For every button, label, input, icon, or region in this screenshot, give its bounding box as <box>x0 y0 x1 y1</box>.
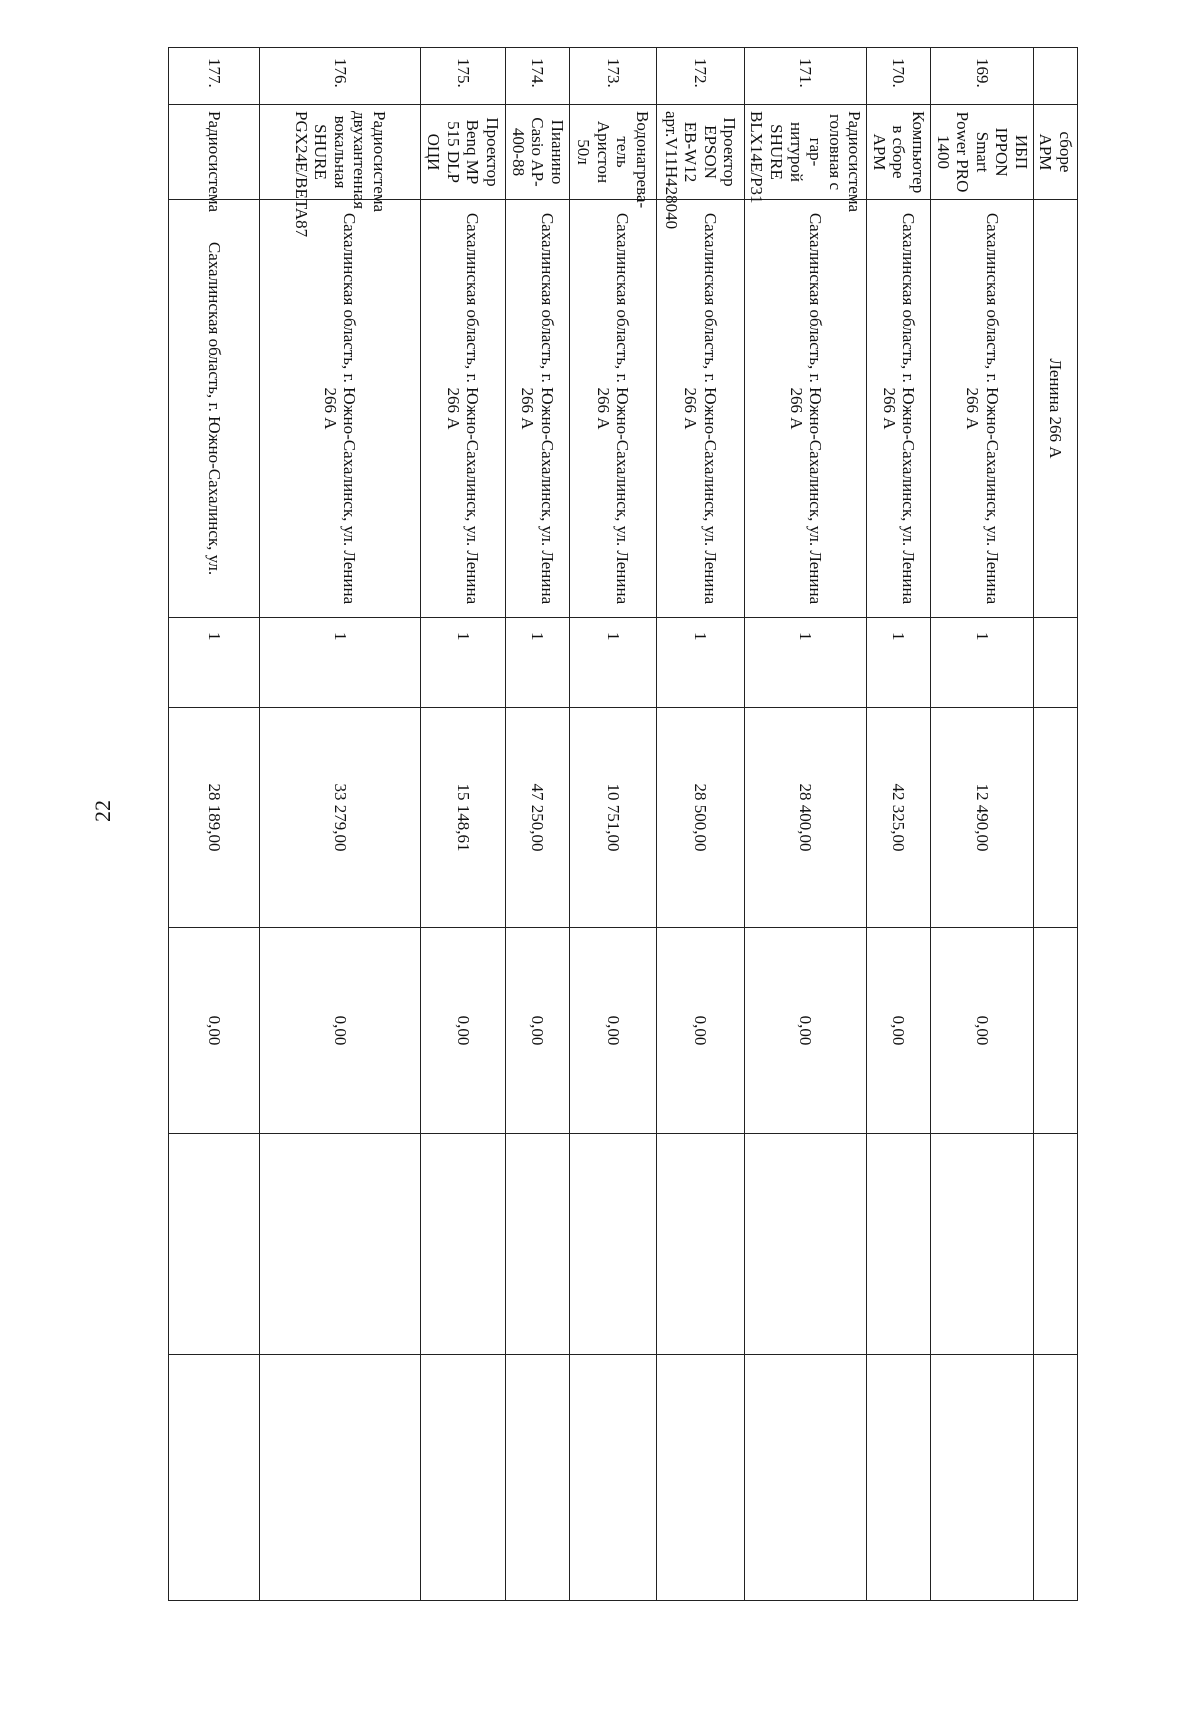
empty-cell <box>931 1134 1034 1355</box>
table-row <box>168 48 259 1601</box>
item-depreciation: 0,00 <box>656 928 744 1134</box>
item-quantity: 1 <box>168 618 259 708</box>
item-quantity: 1 <box>259 618 420 708</box>
empty-cell <box>259 1355 420 1601</box>
page-number: 22 <box>90 800 115 822</box>
row-number <box>1033 48 1077 105</box>
item-depreciation: 0,00 <box>168 928 259 1134</box>
item-address: Сахалинская область, г. Южно-Сахалинск, ул. <box>168 200 259 618</box>
item-depreciation: 0,00 <box>420 928 505 1134</box>
row-number: 177. <box>168 48 259 105</box>
item-balance-value <box>1033 708 1077 928</box>
empty-cell <box>420 1134 505 1355</box>
item-address: Сахалинская область, г. Южно-Сахалинск, ул. Ленина 266 А <box>259 200 420 618</box>
item-depreciation: 0,00 <box>867 928 931 1134</box>
item-address: Ленина 266 А <box>1033 200 1077 618</box>
row-number: 174. <box>505 48 569 105</box>
empty-cell <box>259 1134 420 1355</box>
empty-cell <box>744 1134 866 1355</box>
item-depreciation: 0,00 <box>259 928 420 1134</box>
item-name: Радиосистема <box>168 105 259 200</box>
item-name: Компьютер в сборе АРМ <box>867 105 931 200</box>
item-address: Сахалинская область, г. Южно-Сахалинск, ул. Ленина 266 А <box>656 200 744 618</box>
item-name: Радиосистема двухантенная вокальная SHURE PGX24E/BETA87 <box>259 105 420 200</box>
item-balance-value: 10 751,00 <box>569 708 656 928</box>
row-number: 170. <box>867 48 931 105</box>
empty-cell <box>867 1355 931 1601</box>
item-address: Сахалинская область, г. Южно-Сахалинск, ул. Ленина 266 А <box>420 200 505 618</box>
item-quantity: 1 <box>420 618 505 708</box>
empty-cell <box>569 1355 656 1601</box>
item-balance-value: 15 148,61 <box>420 708 505 928</box>
row-number: 175. <box>420 48 505 105</box>
item-depreciation <box>1033 928 1077 1134</box>
empty-cell <box>656 1134 744 1355</box>
empty-cell <box>505 1134 569 1355</box>
item-balance-value: 12 490,00 <box>931 708 1034 928</box>
item-address: Сахалинская область, г. Южно-Сахалинск, ул. Ленина 266 А <box>867 200 931 618</box>
table-row <box>569 48 656 1601</box>
item-balance-value: 47 250,00 <box>505 708 569 928</box>
item-name: сборе АРМ <box>1033 105 1077 200</box>
item-depreciation: 0,00 <box>505 928 569 1134</box>
empty-cell <box>168 1355 259 1601</box>
table-row <box>259 48 420 1601</box>
item-quantity: 1 <box>744 618 866 708</box>
table-row <box>931 48 1034 1601</box>
item-address: Сахалинская область, г. Южно-Сахалинск, ул. Ленина 266 А <box>931 200 1034 618</box>
table-row <box>505 48 569 1601</box>
table-row <box>1033 48 1077 1601</box>
item-balance-value: 33 279,00 <box>259 708 420 928</box>
item-quantity: 1 <box>867 618 931 708</box>
table-row <box>656 48 744 1601</box>
item-quantity <box>1033 618 1077 708</box>
inventory-table <box>168 47 1078 1601</box>
table-row <box>744 48 866 1601</box>
row-number: 171. <box>744 48 866 105</box>
row-number: 173. <box>569 48 656 105</box>
item-depreciation: 0,00 <box>744 928 866 1134</box>
row-number: 172. <box>656 48 744 105</box>
item-depreciation: 0,00 <box>569 928 656 1134</box>
empty-cell <box>420 1355 505 1601</box>
empty-cell <box>168 1134 259 1355</box>
empty-cell <box>1033 1355 1077 1601</box>
table-row <box>420 48 505 1601</box>
item-balance-value: 28 189,00 <box>168 708 259 928</box>
item-address: Сахалинская область, г. Южно-Сахалинск, ул. Ленина 266 А <box>505 200 569 618</box>
row-number: 169. <box>931 48 1034 105</box>
item-name: Проектор EPSON EB-W12 арт.V11H428040 <box>656 105 744 200</box>
item-name: Радиосистема головная с гар-нитурой SHURE BLX14E/P31 <box>744 105 866 200</box>
item-address: Сахалинская область, г. Южно-Сахалинск, ул. Ленина 266 А <box>569 200 656 618</box>
empty-cell <box>931 1355 1034 1601</box>
table-row <box>867 48 931 1601</box>
empty-cell <box>867 1134 931 1355</box>
item-balance-value: 42 325,00 <box>867 708 931 928</box>
item-quantity: 1 <box>569 618 656 708</box>
empty-cell <box>656 1355 744 1601</box>
empty-cell <box>505 1355 569 1601</box>
item-balance-value: 28 400,00 <box>744 708 866 928</box>
item-name: Водонагрева-тель Аристон 50л <box>569 105 656 200</box>
item-quantity: 1 <box>931 618 1034 708</box>
item-name: ИБП IPPON Smart Power PRO 1400 <box>931 105 1034 200</box>
item-depreciation: 0,00 <box>931 928 1034 1134</box>
inventory-table-rotated <box>192 47 1078 1600</box>
item-address: Сахалинская область, г. Южно-Сахалинск, ул. Ленина 266 А <box>744 200 866 618</box>
item-quantity: 1 <box>656 618 744 708</box>
empty-cell <box>744 1355 866 1601</box>
empty-cell <box>569 1134 656 1355</box>
item-name: Проектор Benq MP 515 DLP ОЦИ <box>420 105 505 200</box>
item-name: Пианино Casio AP-400-88 <box>505 105 569 200</box>
item-quantity: 1 <box>505 618 569 708</box>
row-number: 176. <box>259 48 420 105</box>
item-balance-value: 28 500,00 <box>656 708 744 928</box>
empty-cell <box>1033 1134 1077 1355</box>
